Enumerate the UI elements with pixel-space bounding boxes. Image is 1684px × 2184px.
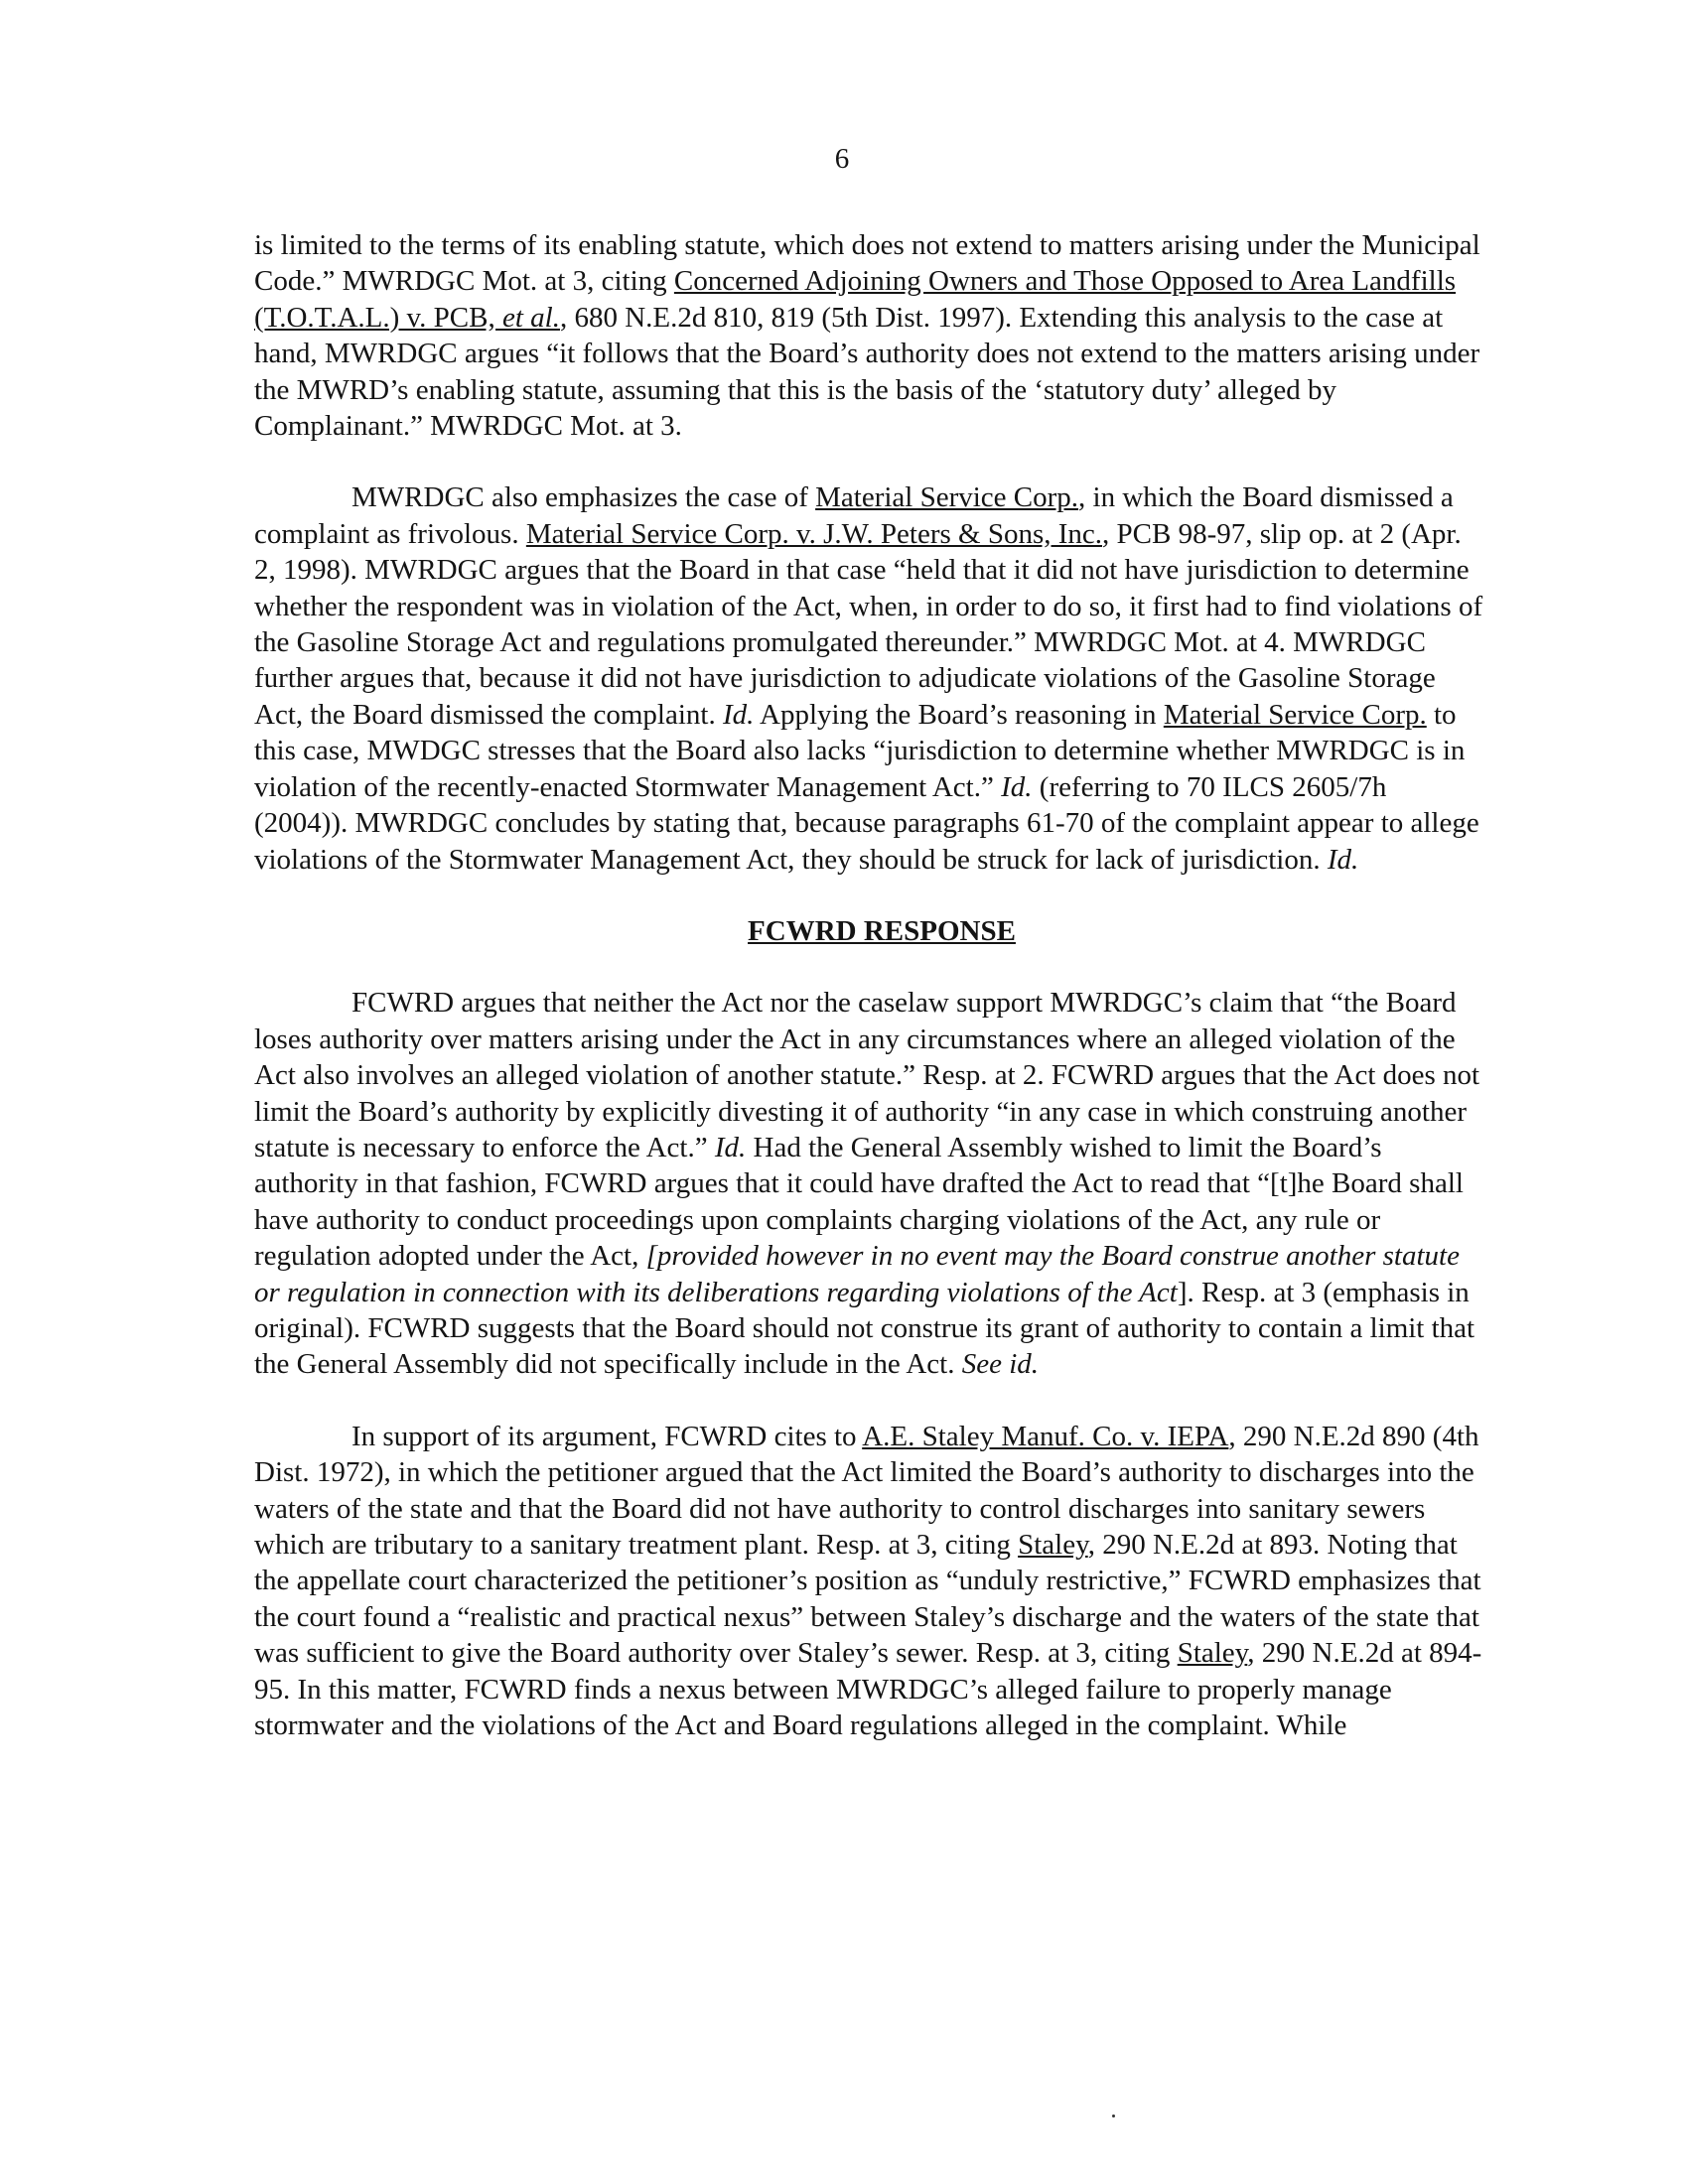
case-citation-total: Concerned Adjoining Owners and Those Opposed to Area Landfills (T.O.T.A.L.) v. PCB, et al. bbox=[254, 265, 1457, 334]
document-body bbox=[254, 227, 1485, 1743]
paragraph-gap bbox=[254, 878, 1485, 913]
case-citation-staley-short: Staley bbox=[1177, 1637, 1248, 1670]
scan-speck bbox=[1112, 2115, 1115, 2117]
case-citation-material-service-full: Material Service Corp. v. J.W. Peters & Sons, Inc. bbox=[525, 517, 1103, 550]
paragraph-staley-support: In support of its argument, FCWRD cites to A.E. Staley Manuf. Co. v. IEPA, 290 N.E.2d 890 (4th Dist. 1972), in which the petitioner argued that the Act limited the Board’s authority to discharges into the waters of the state and that the Board did not have authority to control discharges into sanitary sewers which are tributary to a sanitary treatment plant. Resp. at 3, citing Staley, 290 N.E.2d at 893. Noting that the appellate court characterized the petitioner’s position as “unduly restrictive,” FCWRD emphasizes that the court found a “realistic and practical nexus” between Staley’s discharge and the waters of the state that was sufficient to give the Board authority over Staley’s sewer. Resp. at 3, citing Staley, 290 N.E.2d at 894-95. In this matter, FCWRD finds a nexus between MWRDGC’s alleged failure to properly manage stormwater and the violations of the Act and Board regulations alleged in the complaint. While bbox=[254, 1420, 1482, 1742]
paragraph-gap bbox=[254, 1383, 1485, 1419]
paragraph-gap bbox=[254, 444, 1485, 479]
paragraph-mwrdgc-enabling-statute: is limited to the terms of its enabling statute, which does not extend to matters arising under the Municipal Code.” MWRDGC Mot. at 3, citing Concerned Adjoining Owners and Those Opposed to Area Landfills (T.O.T.A.L.) v. PCB, et al., 680 N.E.2d 810, 819 (5th Dist. 1997). Extending this analysis to the case at hand, MWRDGC argues “it follows that the Board’s authority does not extend to the matters arising under the MWRD’s enabling statute, assuming that this is the basis of the ‘statutory duty’ alleged by Complainant.” MWRDGC Mot. at 3. bbox=[254, 229, 1480, 443]
page-number: 6 bbox=[834, 143, 850, 175]
case-citation-material-service: Material Service Corp. bbox=[815, 481, 1079, 514]
case-citation-staley: A.E. Staley Manuf. Co. v. IEPA bbox=[862, 1420, 1229, 1452]
case-citation-material-service-short: Material Service Corp. bbox=[1163, 698, 1427, 731]
case-citation-staley-short: Staley bbox=[1018, 1529, 1088, 1561]
section-heading-fcwrd-response: FCWRD RESPONSE bbox=[748, 914, 1016, 947]
emphasized-quote: [provided however in no event may the Board construe another statute or regulation in connection with its deliberations regarding violations of the Act bbox=[254, 1240, 1460, 1308]
paragraph-fcwrd-argues: FCWRD argues that neither the Act nor the caselaw support MWRDGC’s claim that “the Board loses authority over matters arising under the Act in any circumstances where an alleged violation of the Act also involves an alleged violation of another statute.” Resp. at 2. FCWRD argues that the Act does not limit the Board’s authority by explicitly divesting it of authority “in any case in which construing another statute is necessary to enforce the Act.” Id. Had the General Assembly wished to limit the Board’s authority in that fashion, FCWRD argues that it could have drafted the Act to read that “[t]he Board shall have authority to conduct proceedings upon complaints charging violations of the Act, any rule or regulation adopted under the Act, [provided however in no event may the Board construe another statute or regulation in connection with its deliberations regarding violations of the Act]. Resp. at 3 (emphasis in original). FCWRD suggests that the Board should not construe its grant of authority to contain a limit that the General Assembly did not specifically include in the Act. See id. bbox=[254, 987, 1480, 1381]
paragraph-material-service-corp: MWRDGC also emphasizes the case of Material Service Corp., in which the Board dismissed a complaint as frivolous. Material Service Corp. v. J.W. Peters & Sons, Inc., PCB 98-97, slip op. at 2 (Apr. 2, 1998). MWRDGC argues that the Board in that case “held that it did not have jurisdiction to determine whether the respondent was in violation of the Act, when, in order to do so, it first had to find violations of the Gasoline Storage Act and regulations promulgated thereunder.” MWRDGC Mot. at 4. MWRDGC further argues that, because it did not have jurisdiction to adjudicate violations of the Gasoline Storage Act, the Board dismissed the complaint. Id. Applying the Board’s reasoning in Material Service Corp. to this case, MWDGC stresses that the Board also lacks “jurisdiction to determine whether MWRDGC is in violation of the recently-enacted Stormwater Management Act.” Id. (referring to 70 ILCS 2605/7h (2004)). MWRDGC concludes by stating that, because paragraphs 61-70 of the complaint appear to allege violations of the Stormwater Management Act, they should be struck for lack of jurisdiction. Id. bbox=[254, 481, 1483, 876]
paragraph-gap bbox=[254, 949, 1485, 985]
